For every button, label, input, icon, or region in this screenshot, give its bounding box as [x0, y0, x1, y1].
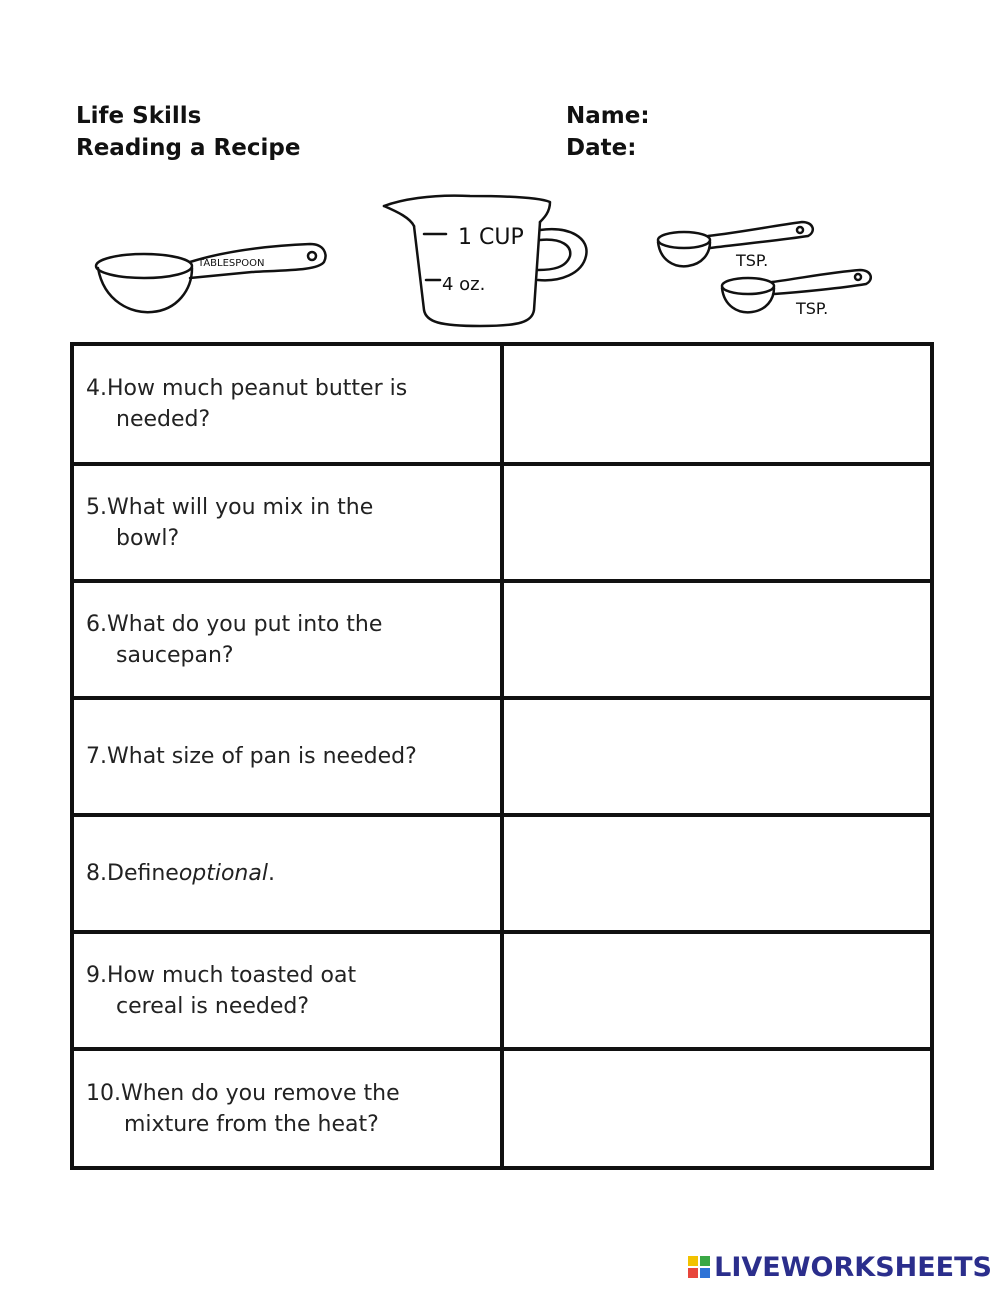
- answer-box[interactable]: [504, 700, 930, 813]
- logo-block: [700, 1256, 710, 1266]
- question-cell: [74, 817, 504, 930]
- tablespoon-illustration: [92, 232, 332, 322]
- question-cell: [74, 700, 504, 813]
- question-text: Define: [107, 861, 179, 886]
- logo-blocks-icon: [688, 1256, 710, 1278]
- logo-block: [688, 1268, 698, 1278]
- liveworksheets-logo: [688, 1250, 992, 1284]
- answer-box[interactable]: [504, 817, 930, 930]
- table-row: [74, 346, 930, 466]
- question-table: [70, 342, 934, 1170]
- question-text: What do you put into the: [107, 611, 383, 637]
- question-emphasis: optional: [178, 861, 268, 886]
- worksheet-title-block: [76, 100, 300, 164]
- question-text: How much toasted oat: [107, 962, 357, 988]
- table-row: [74, 934, 930, 1051]
- table-row: [74, 466, 930, 583]
- tablespoon-label: TABLESPOON: [198, 258, 265, 269]
- answer-box[interactable]: [504, 1051, 930, 1166]
- question-number: 8.: [86, 861, 107, 886]
- logo-block: [700, 1268, 710, 1278]
- date-label: Date:: [566, 135, 637, 161]
- tsp-label-2: TSP.: [796, 299, 829, 318]
- logo-text: LIVEWORKSHEETS: [714, 1251, 992, 1283]
- name-label: Name:: [566, 103, 650, 129]
- student-info-block: [566, 100, 650, 164]
- table-row: [74, 700, 930, 817]
- question-cell: [74, 346, 504, 462]
- table-row: [74, 583, 930, 700]
- question-number: 6.: [86, 611, 107, 637]
- question-text-continued: mixture from the heat?: [124, 1111, 379, 1137]
- question-number: 5.: [86, 494, 107, 520]
- question-number: 7.: [86, 744, 107, 769]
- question-text: When do you remove the: [121, 1080, 400, 1106]
- answer-box[interactable]: [504, 583, 930, 696]
- cup-label-mid: 4 oz.: [442, 274, 486, 295]
- answer-box[interactable]: [504, 346, 930, 462]
- table-row: [74, 817, 930, 934]
- teaspoon-illustration: [652, 214, 882, 324]
- question-text: What size of pan is needed?: [107, 744, 417, 769]
- question-number: 9.: [86, 962, 107, 988]
- measuring-cup-illustration: [380, 182, 595, 332]
- logo-block: [688, 1256, 698, 1266]
- question-text-continued: bowl?: [116, 525, 180, 551]
- question-text-continued: cereal is needed?: [116, 993, 310, 1019]
- question-text: What will you mix in the: [107, 494, 374, 520]
- question-cell: [74, 583, 504, 696]
- answer-box[interactable]: [504, 934, 930, 1047]
- question-cell: [74, 934, 504, 1047]
- cup-label-top: 1 CUP: [458, 225, 524, 250]
- question-punctuation: .: [267, 861, 275, 886]
- answer-box[interactable]: [504, 466, 930, 579]
- question-number: 10.: [86, 1080, 121, 1106]
- subject-title: Life Skills: [76, 103, 202, 129]
- tsp-label-1: TSP.: [736, 251, 769, 270]
- question-cell: [74, 1051, 504, 1166]
- question-number: 4.: [86, 376, 107, 401]
- question-cell: [74, 466, 504, 579]
- question-text: How much peanut butter is: [107, 376, 408, 401]
- question-text-continued: saucepan?: [116, 642, 234, 668]
- topic-title: Reading a Recipe: [76, 135, 301, 161]
- table-row: [74, 1051, 930, 1166]
- question-text-continued: needed?: [116, 407, 211, 432]
